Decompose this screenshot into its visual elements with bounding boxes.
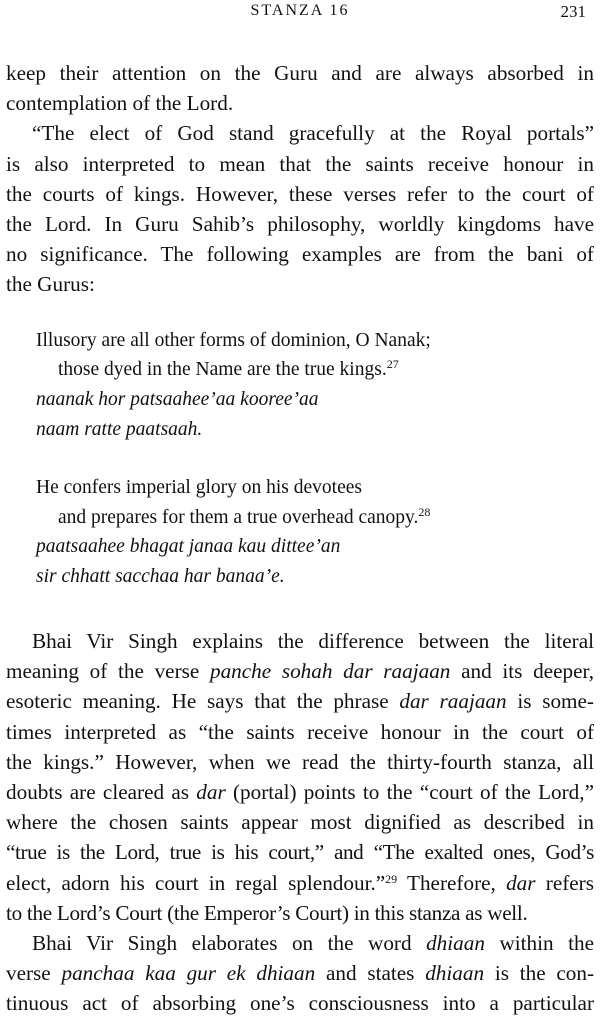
transliteration-line: naam ratte paatsaah. bbox=[36, 419, 203, 441]
quote-line: Illusory are all other forms of dominion, O Nanak; bbox=[36, 329, 431, 351]
paragraph-1 bbox=[6, 58, 594, 118]
block-quote-2 bbox=[36, 473, 594, 592]
text-line: “true is the Lord, true is his court,” and “The exalted ones, God’s bbox=[6, 840, 594, 865]
running-header bbox=[0, 2, 600, 30]
text-line: to the Lord’s Court (the Emperor’s Court) in this stanza as well. bbox=[6, 900, 528, 925]
page-number: 231 bbox=[560, 2, 586, 21]
text-line: elect, adorn his court in regal splendour.”$^{29}$ Therefore, dar refers bbox=[6, 870, 594, 895]
block-quote-1 bbox=[36, 326, 594, 445]
transliteration-line: paatsaahee bhagat janaa kau dittee’an bbox=[36, 536, 341, 558]
text-line: the Gurus: bbox=[6, 272, 95, 297]
text-line: meaning of the verse panche sohah dar raajaan and its deeper, bbox=[6, 659, 594, 684]
paragraph-4 bbox=[6, 928, 594, 1019]
text-line: “The elect of God stand gracefully at the Royal portals” bbox=[32, 121, 594, 146]
chapter-title: STANZA 16 bbox=[250, 2, 350, 19]
quote-line: those dyed in the Name are the true kings.$^{27}$ bbox=[58, 357, 399, 381]
text-line: the Lord. In Guru Sahib’s philosophy, worldly kingdoms have bbox=[6, 212, 594, 237]
text-line: tinuous act of absorbing one’s consciousness into a particular bbox=[6, 991, 594, 1016]
body-text bbox=[6, 58, 594, 1019]
transliteration-line: sir chhatt sacchaa har banaa’e. bbox=[36, 566, 285, 588]
paragraph-3 bbox=[6, 626, 594, 928]
text-line: contemplation of the Lord. bbox=[6, 91, 234, 116]
text-line: esoteric meaning. He says that the phrase dar raajaan is some- bbox=[6, 689, 594, 714]
footnote-ref-28: 28 bbox=[418, 504, 431, 519]
text-line: times interpreted as “the saints receive honour in the court of bbox=[6, 719, 594, 744]
text-line: where the chosen saints appear most dignified as described in bbox=[6, 810, 594, 835]
paragraph-2 bbox=[6, 118, 594, 299]
text-line: doubts are cleared as dar (portal) points to the “court of the Lord,” bbox=[6, 780, 594, 805]
text-line: Bhai Vir Singh elaborates on the word dhiaan within the bbox=[32, 931, 594, 956]
text-line: the kings.” However, when we read the thirty-fourth stanza, all bbox=[6, 749, 594, 774]
text-line: the courts of kings. However, these verses refer to the court of bbox=[6, 181, 594, 206]
text-line: no significance. The following examples are from the bani of bbox=[6, 242, 594, 267]
text-line: keep their attention on the Guru and are always absorbed in bbox=[6, 61, 594, 85]
transliteration-line: naanak hor patsaahee’aa kooree’aa bbox=[36, 389, 319, 411]
text-line: is also interpreted to mean that the saints receive honour in bbox=[6, 151, 594, 176]
text-line: verse panchaa kaa gur ek dhiaan and states dhiaan is the con- bbox=[6, 961, 595, 986]
quote-line: and prepares for them a true overhead canopy.$^{28}$ bbox=[58, 504, 431, 528]
footnote-ref-29: 29 bbox=[385, 871, 398, 886]
text-line: Bhai Vir Singh explains the difference between the literal bbox=[32, 629, 594, 653]
footnote-ref-27: 27 bbox=[386, 357, 399, 372]
quote-line: He confers imperial glory on his devotees bbox=[36, 476, 362, 498]
